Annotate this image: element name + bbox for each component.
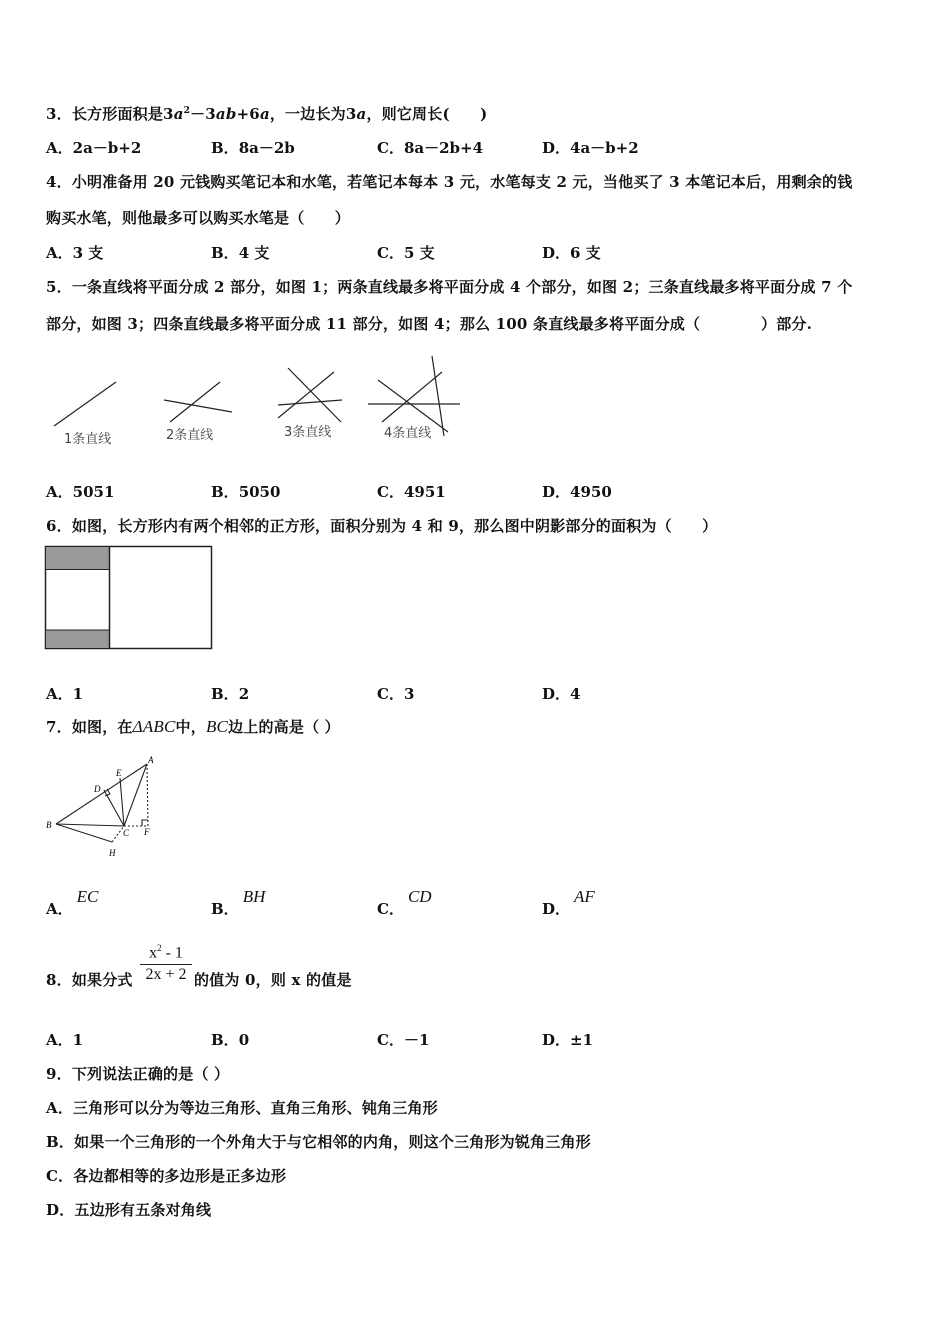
- q8-numerator: $x^2 - 1$: [140, 943, 192, 965]
- point-e: E: [116, 768, 122, 778]
- q6-option-a[interactable]: A．1: [46, 685, 84, 703]
- q3-option-b[interactable]: B．8a－2b: [211, 139, 295, 157]
- side-bc: [56, 824, 124, 826]
- q8-denominator: 2x + 2: [145, 966, 187, 984]
- q8-stem-pre: 8．如果分式: [46, 971, 133, 989]
- q7-option-c[interactable]: C．CD: [377, 887, 432, 918]
- right-angle-f: [142, 820, 148, 826]
- q3-option-d[interactable]: D．4a－b+2: [542, 139, 639, 157]
- q5-stem-line2: 部分，如图 3；四条直线最多将平面分成 11 部分，如图 4；那么 100 条直线最多将平面分成（ ）部分.: [46, 315, 813, 333]
- q8-option-c[interactable]: C．－1: [377, 1031, 430, 1049]
- fig4-line-b: [378, 380, 448, 432]
- point-b: B: [46, 820, 52, 830]
- fig4-caption: 4条直线: [384, 426, 432, 441]
- q6-stem: 6．如图，长方形内有两个相邻的正方形，面积分别为 4 和 9，那么图中阴影部分的面积为（ ）: [46, 517, 718, 535]
- q4-stem-line2: 购买水笔，则他最多可以购买水笔是（ ）: [46, 209, 351, 227]
- q5-option-b[interactable]: B．5050: [211, 483, 281, 501]
- fig3-caption: 3条直线: [284, 425, 332, 440]
- q7-option-b[interactable]: B．BH: [211, 887, 266, 918]
- q7-triangle-figure: [44, 752, 164, 864]
- fig1-line: [54, 382, 116, 426]
- point-h: H: [109, 848, 116, 858]
- q3-option-c[interactable]: C．8a－2b+4: [377, 139, 484, 157]
- q5-option-a[interactable]: A．5051: [46, 483, 115, 501]
- fig3-line-c: [278, 372, 334, 418]
- q9-option-c[interactable]: C．各边都相等的多边形是正多边形: [46, 1167, 287, 1185]
- q7-stem: 7．如图，在ΔABC中，BC边上的高是（ ）: [46, 717, 340, 736]
- q3-stem: 3．长方形面积是$3a^2-3ab+6a$，一边长为3a，则它周长( ): [46, 105, 488, 123]
- fig1-caption: 1条直线: [64, 432, 112, 447]
- shaded-bottom: [46, 630, 110, 649]
- q5-option-c[interactable]: C．4951: [377, 483, 446, 501]
- fig4-line-c: [382, 372, 442, 422]
- seg-af: [147, 764, 148, 826]
- q4-option-c[interactable]: C．5 支: [377, 244, 435, 262]
- fig3-line-a: [278, 400, 342, 405]
- fig2-caption: 2条直线: [166, 428, 214, 443]
- q7-option-a[interactable]: A．EC: [46, 887, 99, 918]
- fig2-line-a: [164, 400, 232, 412]
- q5-option-d[interactable]: D．4950: [542, 483, 612, 501]
- q4-stem-line1: 4．小明准备用 20 元钱购买笔记本和水笔，若笔记本每本 3 元，水笔每支 2 元，当他买了 3 本笔记本后，用剩余的钱: [46, 173, 853, 191]
- shaded-top: [46, 547, 110, 570]
- point-d: D: [94, 784, 101, 794]
- fig3-line-b: [288, 368, 341, 422]
- q4-option-b[interactable]: B．4 支: [211, 244, 270, 262]
- point-c: C: [123, 828, 130, 838]
- q5-line-figures: [46, 350, 476, 450]
- q8-fraction: [140, 943, 192, 984]
- q6-option-c[interactable]: C．3: [377, 685, 415, 703]
- q3-option-a[interactable]: A．2a－b+2: [46, 139, 142, 157]
- q9-option-b[interactable]: B．如果一个三角形的一个外角大于与它相邻的内角，则这个三角形为锐角三角形: [46, 1133, 591, 1151]
- q8-stem-post: 的值为 0，则 x 的值是: [194, 971, 352, 989]
- point-f: F: [144, 827, 150, 837]
- q8-option-a[interactable]: A．1: [46, 1031, 84, 1049]
- point-a: A: [148, 755, 154, 765]
- q8-option-d[interactable]: D．±1: [542, 1031, 594, 1049]
- q9-stem: 9．下列说法正确的是（ ）: [46, 1065, 230, 1083]
- q6-option-d[interactable]: D．4: [542, 685, 581, 703]
- line-bh: [56, 824, 112, 842]
- q9-option-d[interactable]: D．五边形有五条对角线: [46, 1201, 212, 1219]
- q4-option-d[interactable]: D．6 支: [542, 244, 601, 262]
- q9-option-a[interactable]: A．三角形可以分为等边三角形、直角三角形、钝角三角形: [46, 1099, 438, 1117]
- q4-option-a[interactable]: A．3 支: [46, 244, 104, 262]
- q8-option-b[interactable]: B．0: [211, 1031, 250, 1049]
- side-ab: [56, 764, 147, 824]
- q7-option-d[interactable]: D．AF: [542, 887, 595, 918]
- q6-rectangle-figure: [44, 545, 214, 651]
- q5-stem-line1: 5．一条直线将平面分成 2 部分，如图 1；两条直线最多将平面分成 4 个部分，如图 2；三条直线最多将平面分成 7 个: [46, 278, 853, 296]
- side-ca: [124, 764, 147, 826]
- q6-option-b[interactable]: B．2: [211, 685, 250, 703]
